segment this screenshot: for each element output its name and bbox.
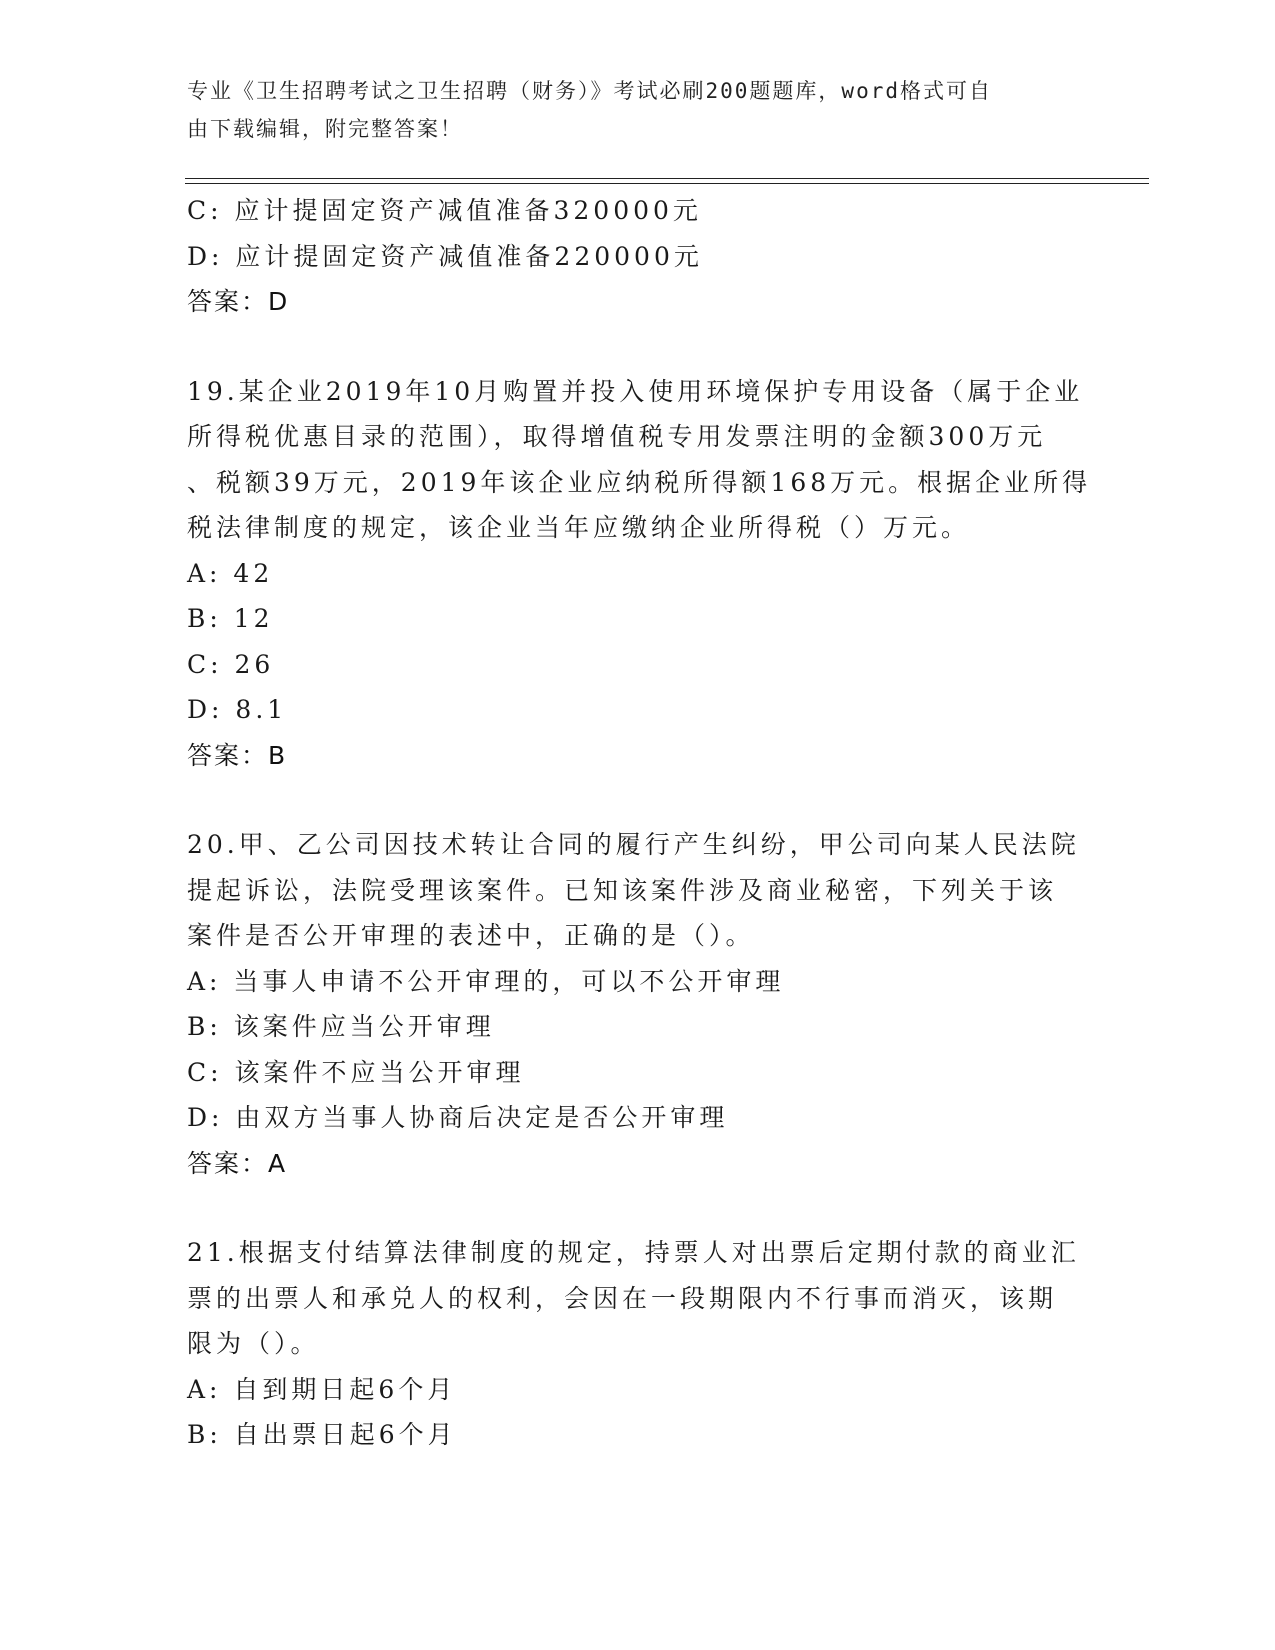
option-d: D: 由双方当事人协商后决定是否公开审理 bbox=[187, 1103, 729, 1132]
answer-line: 答案：B bbox=[187, 740, 288, 770]
question-gap bbox=[187, 325, 1087, 369]
header-divider-top bbox=[185, 178, 1149, 179]
option-c: C: 应计提固定资产减值准备320000元 bbox=[187, 196, 702, 225]
option-b: B: 自出票日起6个月 bbox=[187, 1420, 457, 1449]
stem-line: 提起诉讼，法院受理该案件。已知该案件涉及商业秘密，下列关于该 bbox=[187, 875, 1058, 905]
option-a: A: 当事人申请不公开审理的，可以不公开审理 bbox=[187, 966, 785, 996]
stem-line: 所得税优惠目录的范围），取得增值税专用发票注明的金额300万元 bbox=[187, 422, 1047, 451]
stem-line: 21.根据支付结算法律制度的规定，持票人对出票后定期付款的商业汇 bbox=[187, 1238, 1080, 1267]
stem-line: 、税额39万元，2019年该企业应纳税所得额168万元。根据企业所得 bbox=[187, 467, 1092, 497]
stem-line: 20.甲、乙公司因技术转让合同的履行产生纠纷，甲公司向某人民法院 bbox=[187, 830, 1080, 859]
stem-line: 限为（）。 bbox=[187, 1329, 320, 1358]
option-b: B: 该案件应当公开审理 bbox=[187, 1012, 495, 1041]
question-18 bbox=[187, 188, 1087, 325]
header-line-2: 由下载编辑，附完整答案！ bbox=[187, 117, 463, 141]
question-stem bbox=[187, 369, 1092, 551]
question-20 bbox=[187, 822, 1087, 1186]
question-list bbox=[187, 188, 1092, 1458]
stem-line: 票的出票人和承兑人的权利，会因在一段期限内不行事而消灭，该期 bbox=[187, 1283, 1058, 1313]
option-a: A: 42 bbox=[187, 558, 274, 588]
header-divider-bottom bbox=[185, 183, 1149, 184]
option-a: A: 自到期日起6个月 bbox=[187, 1374, 457, 1404]
question-gap bbox=[187, 778, 1087, 822]
option-d: D: 应计提固定资产减值准备220000元 bbox=[187, 241, 703, 271]
question-gap bbox=[187, 1186, 1087, 1230]
stem-line: 19.某企业2019年10月购置并投入使用环境保护专用设备（属于企业 bbox=[187, 376, 1084, 406]
option-b: B: 12 bbox=[187, 604, 274, 633]
question-stem bbox=[187, 822, 1087, 959]
stem-line: 案件是否公开审理的表述中，正确的是（）。 bbox=[187, 921, 755, 950]
document-header bbox=[187, 72, 1067, 148]
option-c: C: 该案件不应当公开审理 bbox=[187, 1057, 525, 1087]
option-c: C: 26 bbox=[187, 649, 275, 679]
stem-line: 税法律制度的规定，该企业当年应缴纳企业所得税（）万元。 bbox=[187, 513, 971, 542]
question-stem bbox=[187, 1230, 1087, 1367]
header-line-1: 专业《卫生招聘考试之卫生招聘（财务）》考试必刷200题题库，word格式可自 bbox=[187, 79, 992, 103]
question-19 bbox=[187, 369, 1092, 779]
answer-line: 答案：D bbox=[187, 287, 290, 316]
answer-line: 答案：A bbox=[187, 1148, 288, 1178]
option-d: D: 8.1 bbox=[187, 695, 288, 724]
question-21 bbox=[187, 1230, 1087, 1458]
